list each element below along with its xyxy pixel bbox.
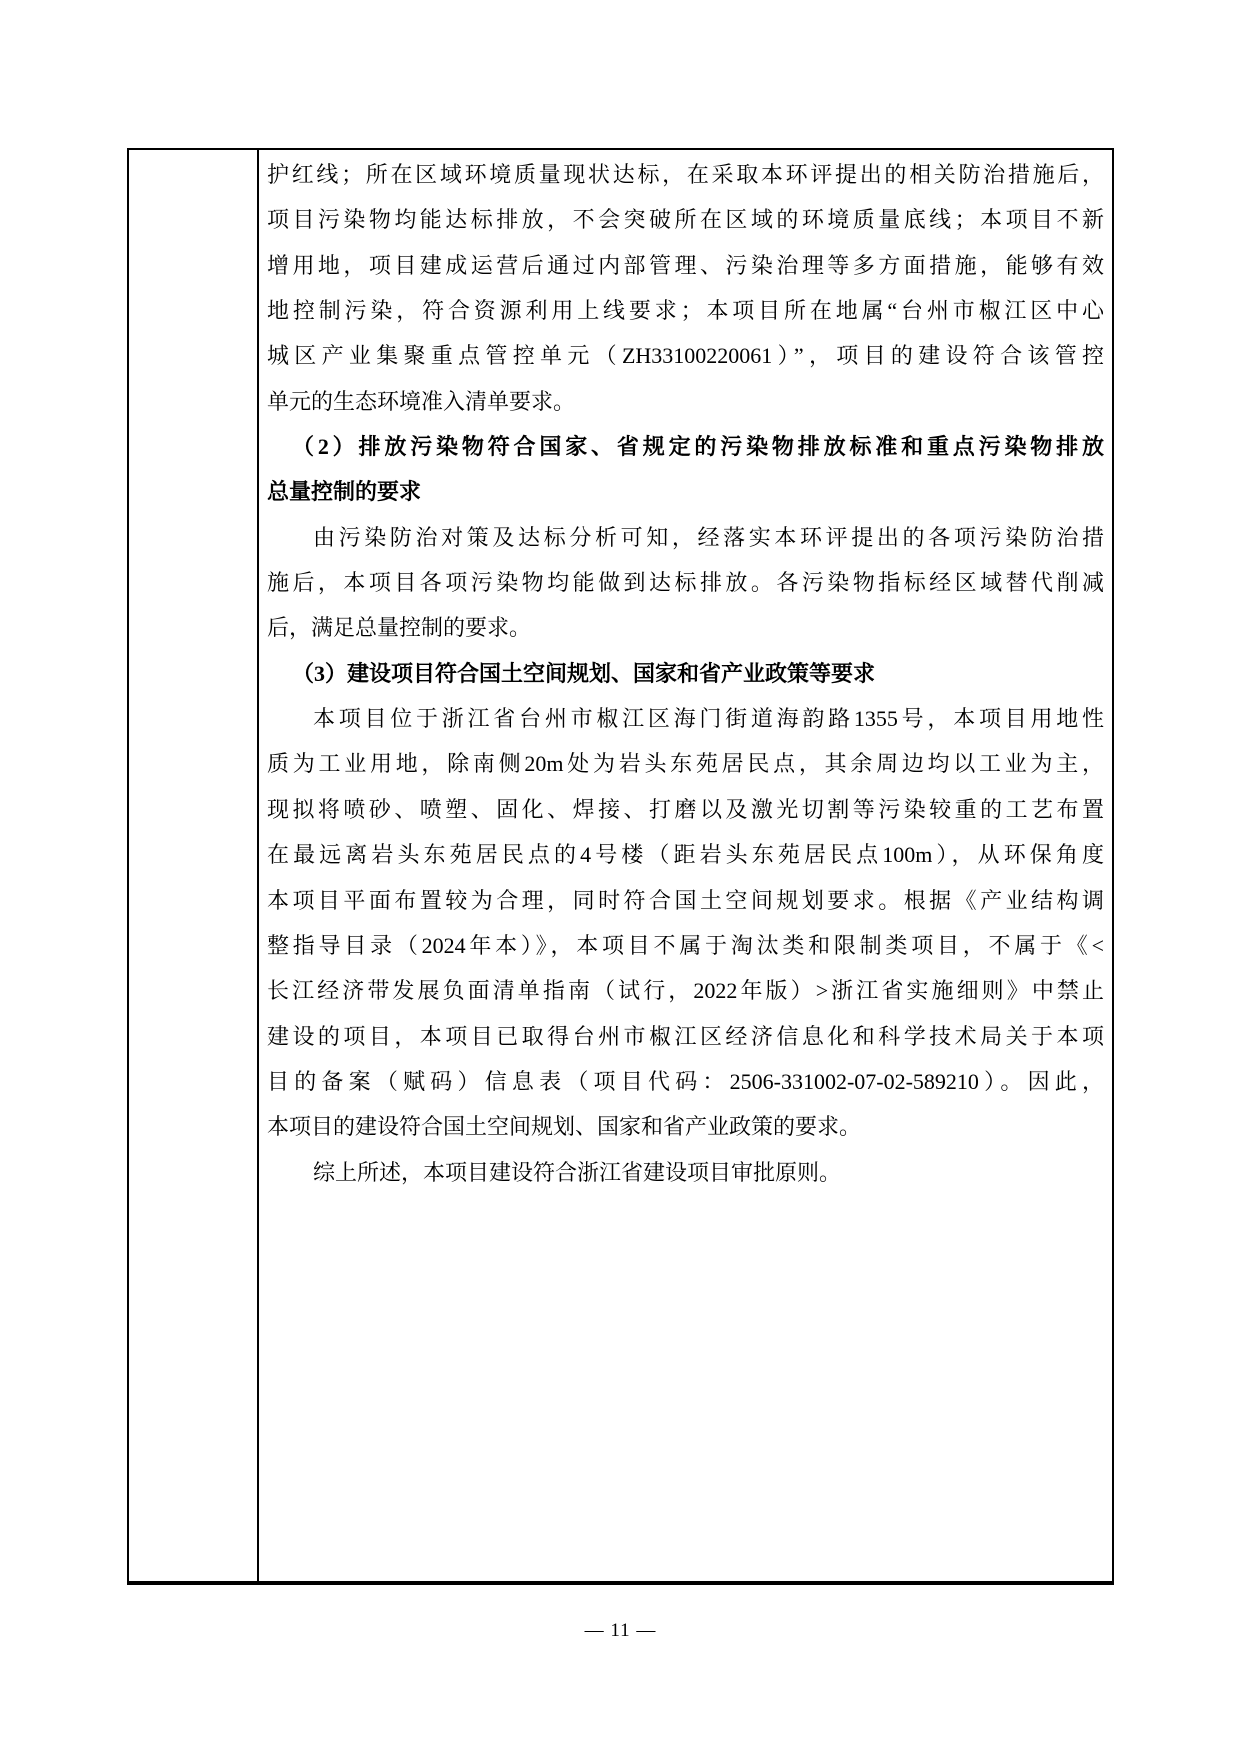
text-line: 由污染防治对策及达标分析可知，经落实本环评提出的各项污染防治措 xyxy=(313,524,1104,550)
text-line: 项目污染物均能达标排放，不会突破所在区域的环境质量底线；本项目不新 xyxy=(267,207,1104,233)
section-heading-line: 总量控制的要求 xyxy=(267,479,422,505)
text-line: 本项目的建设符合国土空间规划、国家和省产业政策的要求。 xyxy=(267,1114,862,1140)
text-line: 地控制污染，符合资源利用上线要求；本项目所在地属“台州市椒江区中心 xyxy=(267,298,1104,324)
text-line: 在最远离岩头东苑居民点的4号楼（距岩头东苑居民点100m），从环保角度 xyxy=(267,842,1104,868)
text-line: 护红线；所在区域环境质量现状达标，在采取本环评提出的相关防治措施后， xyxy=(267,162,1104,187)
content-table xyxy=(127,148,1114,1585)
text-line: 现拟将喷砂、喷塑、固化、焊接、打磨以及激光切割等污染较重的工艺布置 xyxy=(267,796,1104,822)
text-line: 本项目位于浙江省台州市椒江区海门街道海韵路1355号，本项目用地性 xyxy=(313,706,1104,732)
text-line: 整指导目录（2024年本）》，本项目不属于淘汰类和限制类项目，不属于《< xyxy=(267,932,1104,958)
text-line: 增用地，项目建成运营后通过内部管理、污染治理等多方面措施，能够有效 xyxy=(267,252,1104,278)
text-line: 目的备案（赋码）信息表（项目代码：2506-331002-07-02-589210）。因此， xyxy=(267,1068,1104,1094)
section-heading-line: （2）排放污染物符合国家、省规定的污染物排放标准和重点污染物排放 xyxy=(292,434,1104,460)
text-line: 单元的生态环境准入清单要求。 xyxy=(267,388,576,414)
page-number: — 11 — xyxy=(584,1620,657,1641)
text-line: 长江经济带发展负面清单指南（试行，2022年版）>浙江省实施细则》中禁止 xyxy=(267,978,1104,1004)
table-label-cell xyxy=(129,150,259,1581)
text-line: 施后，本项目各项污染物均能做到达标排放。各污染物指标经区域替代削减 xyxy=(267,570,1104,596)
text-line: 综上所述，本项目建设符合浙江省建设项目审批原则。 xyxy=(313,1159,842,1185)
text-line: 本项目平面布置较为合理，同时符合国土空间规划要求。根据《产业结构调 xyxy=(267,887,1104,913)
text-line: 城区产业集聚重点管控单元（ZH33100220061）”，项目的建设符合该管控 xyxy=(267,343,1104,369)
section-heading-line: （3）建设项目符合国土空间规划、国家和省产业政策等要求 xyxy=(292,660,876,686)
text-line: 质为工业用地，除南侧20m处为岩头东苑居民点，其余周边均以工业为主， xyxy=(267,751,1104,777)
table-text-cell xyxy=(259,150,1112,1581)
text-line: 后，满足总量控制的要求。 xyxy=(267,615,532,641)
text-line: 建设的项目，本项目已取得台州市椒江区经济信息化和科学技术局关于本项 xyxy=(267,1023,1104,1049)
